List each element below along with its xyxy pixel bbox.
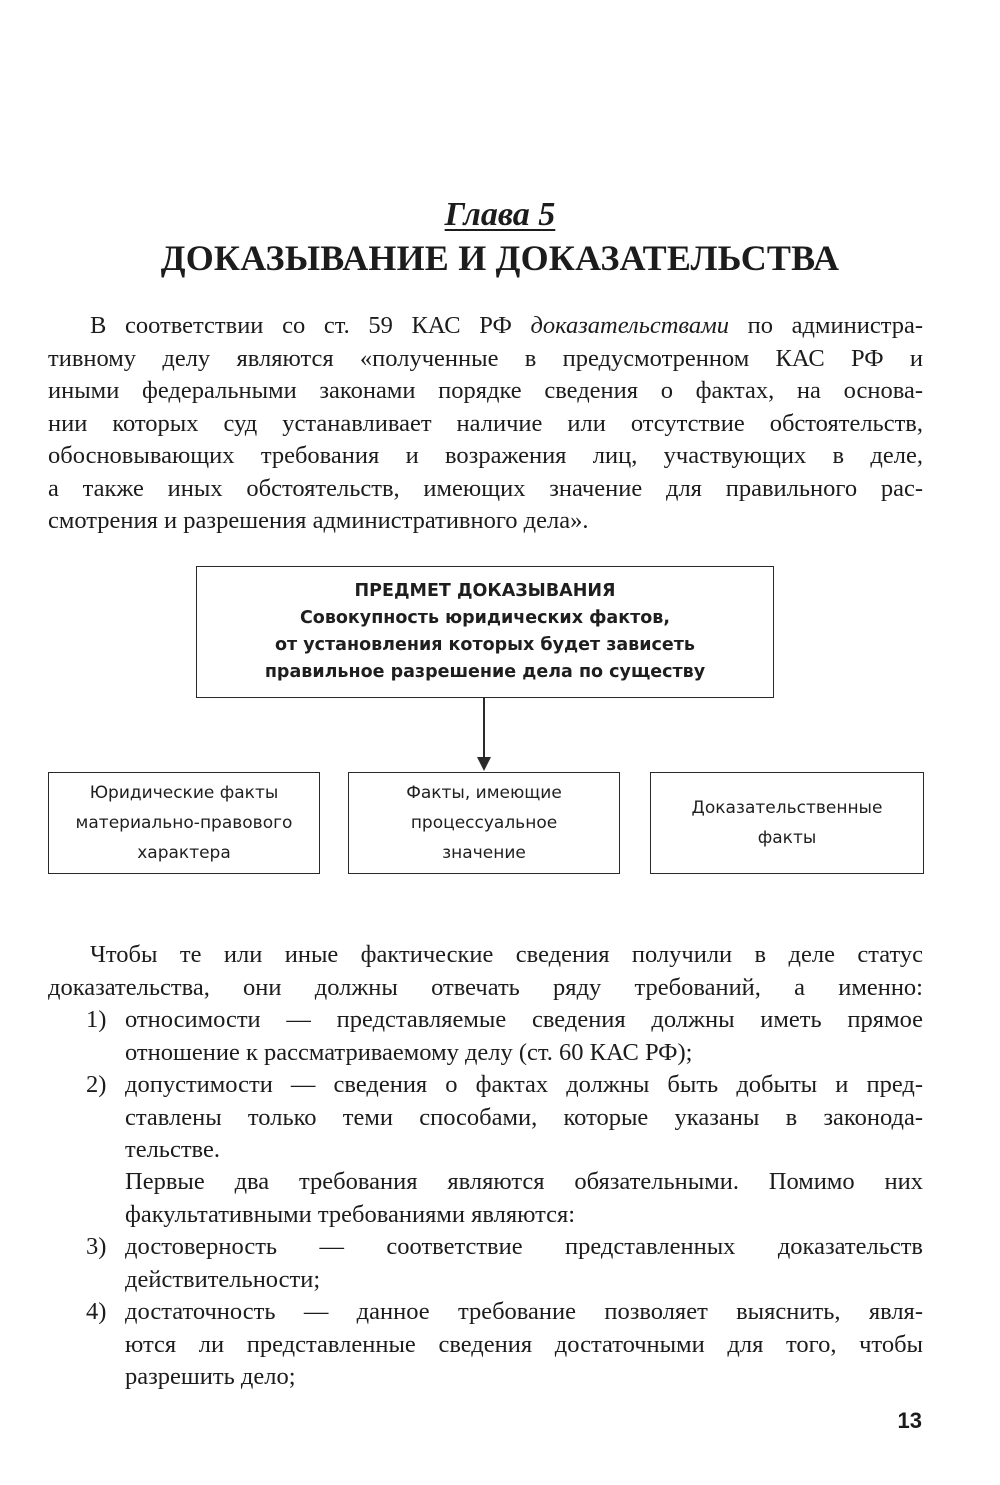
intro-line: а также иных обстоятельств, имеющих значение для правильного рас- bbox=[48, 474, 923, 502]
page-number: 13 bbox=[897, 1408, 922, 1433]
diagram-main-heading: ПРЕДМЕТ ДОКАЗЫВАНИЯ bbox=[354, 581, 616, 601]
requirement-item-4 bbox=[48, 1296, 923, 1394]
intro-line: обосновывающих требования и возражения лиц, участвующих в деле, bbox=[48, 442, 923, 469]
diagram-main-line: правильное разрешение дела по существу bbox=[264, 662, 706, 682]
box-line: материально-правового bbox=[75, 813, 293, 833]
chapter-title: ДОКАЗЫВАНИЕ И ДОКАЗАТЕЛЬСТВА bbox=[160, 238, 840, 278]
item-line: допустимости — сведения о фактах должны быть добыты и пред- bbox=[125, 1071, 923, 1098]
requirement-item-2 bbox=[48, 1069, 923, 1167]
box-line: Юридические факты bbox=[89, 783, 279, 803]
requirements-intro bbox=[48, 939, 923, 1004]
box-line: Доказательственные bbox=[691, 798, 883, 818]
intro-line: нии которых суд устанавливает наличие или отсутствие обстоятельств, bbox=[48, 409, 923, 437]
intro-line: В соответствии со ст. 59 КАС РФ доказательствами по администра- bbox=[90, 312, 924, 339]
item-number: 3) bbox=[86, 1233, 107, 1260]
arrow-down-icon bbox=[477, 757, 491, 771]
note-line: Первые два требования являются обязательными. Помимо них bbox=[125, 1168, 923, 1195]
box-line: процессуальное bbox=[410, 813, 558, 833]
item-number: 1) bbox=[86, 1006, 107, 1033]
box-line: значение bbox=[442, 843, 526, 863]
item-line: разрешить дело; bbox=[125, 1363, 296, 1390]
item-line: отношение к рассматриваемому делу (ст. 60 КАС РФ); bbox=[125, 1038, 693, 1066]
requirements-note bbox=[48, 1166, 923, 1231]
box-line: характера bbox=[137, 843, 231, 863]
box-line: факты bbox=[757, 828, 817, 848]
box-line: Факты, имеющие bbox=[406, 783, 562, 803]
requirement-item-1 bbox=[48, 1004, 923, 1069]
note-line: факультативными требованиями являются: bbox=[125, 1200, 576, 1228]
item-line: достоверность — соответствие представленных доказательств bbox=[125, 1233, 923, 1260]
req-intro-line: доказательства, они должны отвечать ряду требований, а именно: bbox=[48, 973, 923, 1001]
item-line: ставлены только теми способами, которые указаны в законода- bbox=[125, 1103, 923, 1131]
intro-line: иными федеральными законами порядке сведения о фактах, на основа- bbox=[48, 377, 923, 404]
req-intro-line: Чтобы те или иные фактические сведения получили в деле статус bbox=[90, 941, 923, 968]
italic-term: доказательствами bbox=[530, 312, 730, 339]
intro-paragraph bbox=[48, 310, 923, 538]
diagram-box-procedural-facts bbox=[348, 772, 620, 874]
diagram-box-material-facts bbox=[48, 772, 320, 874]
item-line: ются ли представленные сведения достаточными для того, чтобы bbox=[125, 1330, 923, 1358]
diagram-main-box bbox=[196, 566, 774, 698]
diagram-main-line: Совокупность юридических фактов, bbox=[299, 608, 671, 628]
diagram-main-line: от установления которых будет зависеть bbox=[275, 635, 695, 655]
item-number: 4) bbox=[86, 1298, 107, 1325]
item-number: 2) bbox=[86, 1071, 107, 1098]
intro-line: смотрения и разрешения административного дела». bbox=[48, 507, 589, 534]
diagram-box-evidentiary-facts bbox=[650, 772, 924, 874]
requirement-item-3 bbox=[48, 1231, 923, 1296]
item-line: действительности; bbox=[125, 1265, 321, 1293]
item-line: относимости — представляемые сведения должны иметь прямое bbox=[125, 1006, 923, 1033]
item-line: тельстве. bbox=[125, 1136, 220, 1163]
item-line: достаточность — данное требование позволяет выяснить, явля- bbox=[125, 1298, 923, 1325]
diagram-arrow-line bbox=[483, 697, 485, 759]
intro-line: тивному делу являются «полученные в предусмотренном КАС РФ и bbox=[48, 344, 923, 372]
chapter-label: Глава 5 bbox=[444, 196, 556, 233]
